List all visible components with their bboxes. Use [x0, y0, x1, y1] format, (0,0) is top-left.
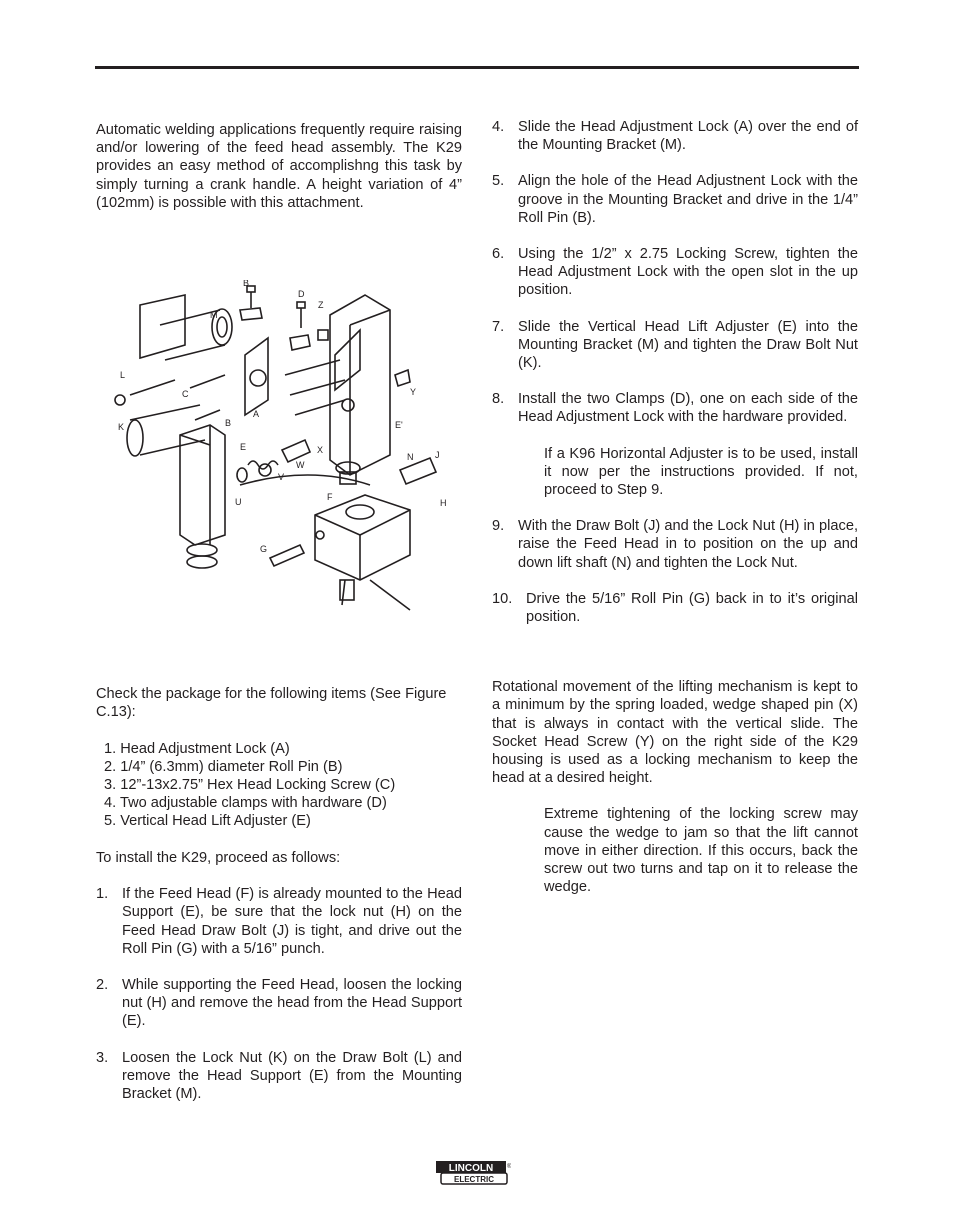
intro-paragraph [96, 121, 462, 212]
operation-paragraph: Rotational movement of the lifting mechanism is kept to a minimum by the spring loaded, wedge shaped pin (X) that is always in contact with the vertical slide. The Socket Head Screw (Y) on the right side of the K29 housing is used as a locking mechanism to keep the head at a desired height. [492, 679, 858, 787]
step-item: 1. If the Feed Head (F) is already mounted to the Head Support (E), be sure that the lock nut (H) on the Feed Head Draw Bolt (J) is tight, and drive out the Roll Pin (G) with a 5/16” punch. [96, 886, 462, 957]
note-locking-screw: Extreme tightening of the locking screw may cause the wedge to jam so that the lift cannot move in either direction. If this occurs, back the screw out two turns and tap on it to release the wedge. [544, 806, 858, 896]
step-item: 5. Align the hole of the Head Adjustnent Lock with the groove in the Mounting Bracket and drive in the 1/4” Roll Pin (B). [492, 173, 858, 226]
list-item: 2. 1/4” (6.3mm) diameter Roll Pin (B) [104, 758, 343, 775]
label-u: U [235, 497, 242, 507]
list-item: 4. Two adjustable clamps with hardware (D) [104, 795, 387, 812]
install-intro: To install the K29, proceed as follows: [96, 849, 341, 866]
label-f: F [327, 492, 333, 502]
list-item: 1. Head Adjustment Lock (A) [104, 740, 290, 757]
steps-left [96, 885, 462, 1103]
label-k: K [118, 422, 125, 432]
step-item: 9. With the Draw Bolt (J) and the Lock Nut (H) in place, raise the Feed Head in to position on the up and down lift shaft (N) and tighten the Lock Nut. [492, 518, 858, 571]
label-b: B [225, 418, 232, 428]
label-w: W [296, 460, 305, 470]
step-item: 10. Drive the 5/16” Roll Pin (G) back in to it’s original position. [492, 590, 858, 626]
lincoln-electric-logo [435, 1160, 511, 1186]
label-m: M [210, 310, 218, 320]
label-l: L [120, 370, 126, 380]
label-n: N [407, 452, 414, 462]
steps-right-2 [492, 517, 858, 626]
label-z: Z [318, 300, 324, 310]
label-a: A [253, 409, 260, 419]
label-y: Y [410, 387, 417, 397]
label-b-top: B [243, 280, 250, 288]
svg-text:LINCOLN: LINCOLN [448, 1163, 494, 1174]
note-horizontal-adjuster: If a K96 Horizontal Adjuster is to be used, install it now per the instructions provided. If not, proceed to Step 9. [544, 445, 858, 499]
label-x: X [317, 445, 324, 455]
label-e-prime: E' [395, 420, 403, 430]
step-item: 3. Loosen the Lock Nut (K) on the Draw Bolt (L) and remove the Head Support (E) from the Mounting Bracket (M). [96, 1049, 462, 1103]
k29-exploded-figure [110, 280, 470, 620]
label-d: D [298, 289, 305, 299]
step-item: 8. Install the two Clamps (D), one on each side of the Head Adjustment Lock with the hardware provided. [492, 391, 858, 426]
step-item: 7. Slide the Vertical Head Lift Adjuster (E) into the Mounting Bracket (M) and tighten the Draw Bolt Nut (K). [492, 318, 858, 372]
step-item: 6. Using the 1/2” x 2.75 Locking Screw, tighten the Head Adjustment Lock with the open slot in the up position. [492, 246, 858, 299]
intro-text: Automatic welding applications frequently require raising and/or lowering of the feed head assembly. The K29 provides an easy method of accomplishng this task by simply turning a crank handle. A height variation of 4” (102mm) is possible with this attachment. [96, 122, 462, 211]
right-column [492, 118, 858, 897]
header-rule [95, 66, 859, 69]
step-item: 4. Slide the Head Adjustment Lock (A) over the end of the Mounting Bracket (M). [492, 119, 858, 154]
label-v: V [278, 472, 285, 482]
label-g: G [260, 544, 268, 554]
package-section [96, 685, 466, 1103]
steps-right [492, 118, 858, 427]
label-c: C [182, 389, 189, 399]
label-j: J [435, 450, 440, 460]
label-e: E [240, 442, 247, 452]
svg-text:ELECTRIC: ELECTRIC [454, 1175, 494, 1184]
label-h: H [440, 498, 447, 508]
step-item: 2. While supporting the Feed Head, loosen the locking nut (H) and remove the head from the Head Support (E). [96, 977, 462, 1030]
check-intro: Check the package for the following items (See Figure C.13): [96, 686, 447, 721]
mounting-plate [140, 295, 185, 358]
list-item: 3. 12”-13x2.75” Hex Head Locking Screw (C) [104, 777, 396, 794]
list-item: 5. Vertical Head Lift Adjuster (E) [104, 813, 311, 830]
svg-text:®: ® [507, 1164, 511, 1170]
package-items [96, 740, 466, 831]
